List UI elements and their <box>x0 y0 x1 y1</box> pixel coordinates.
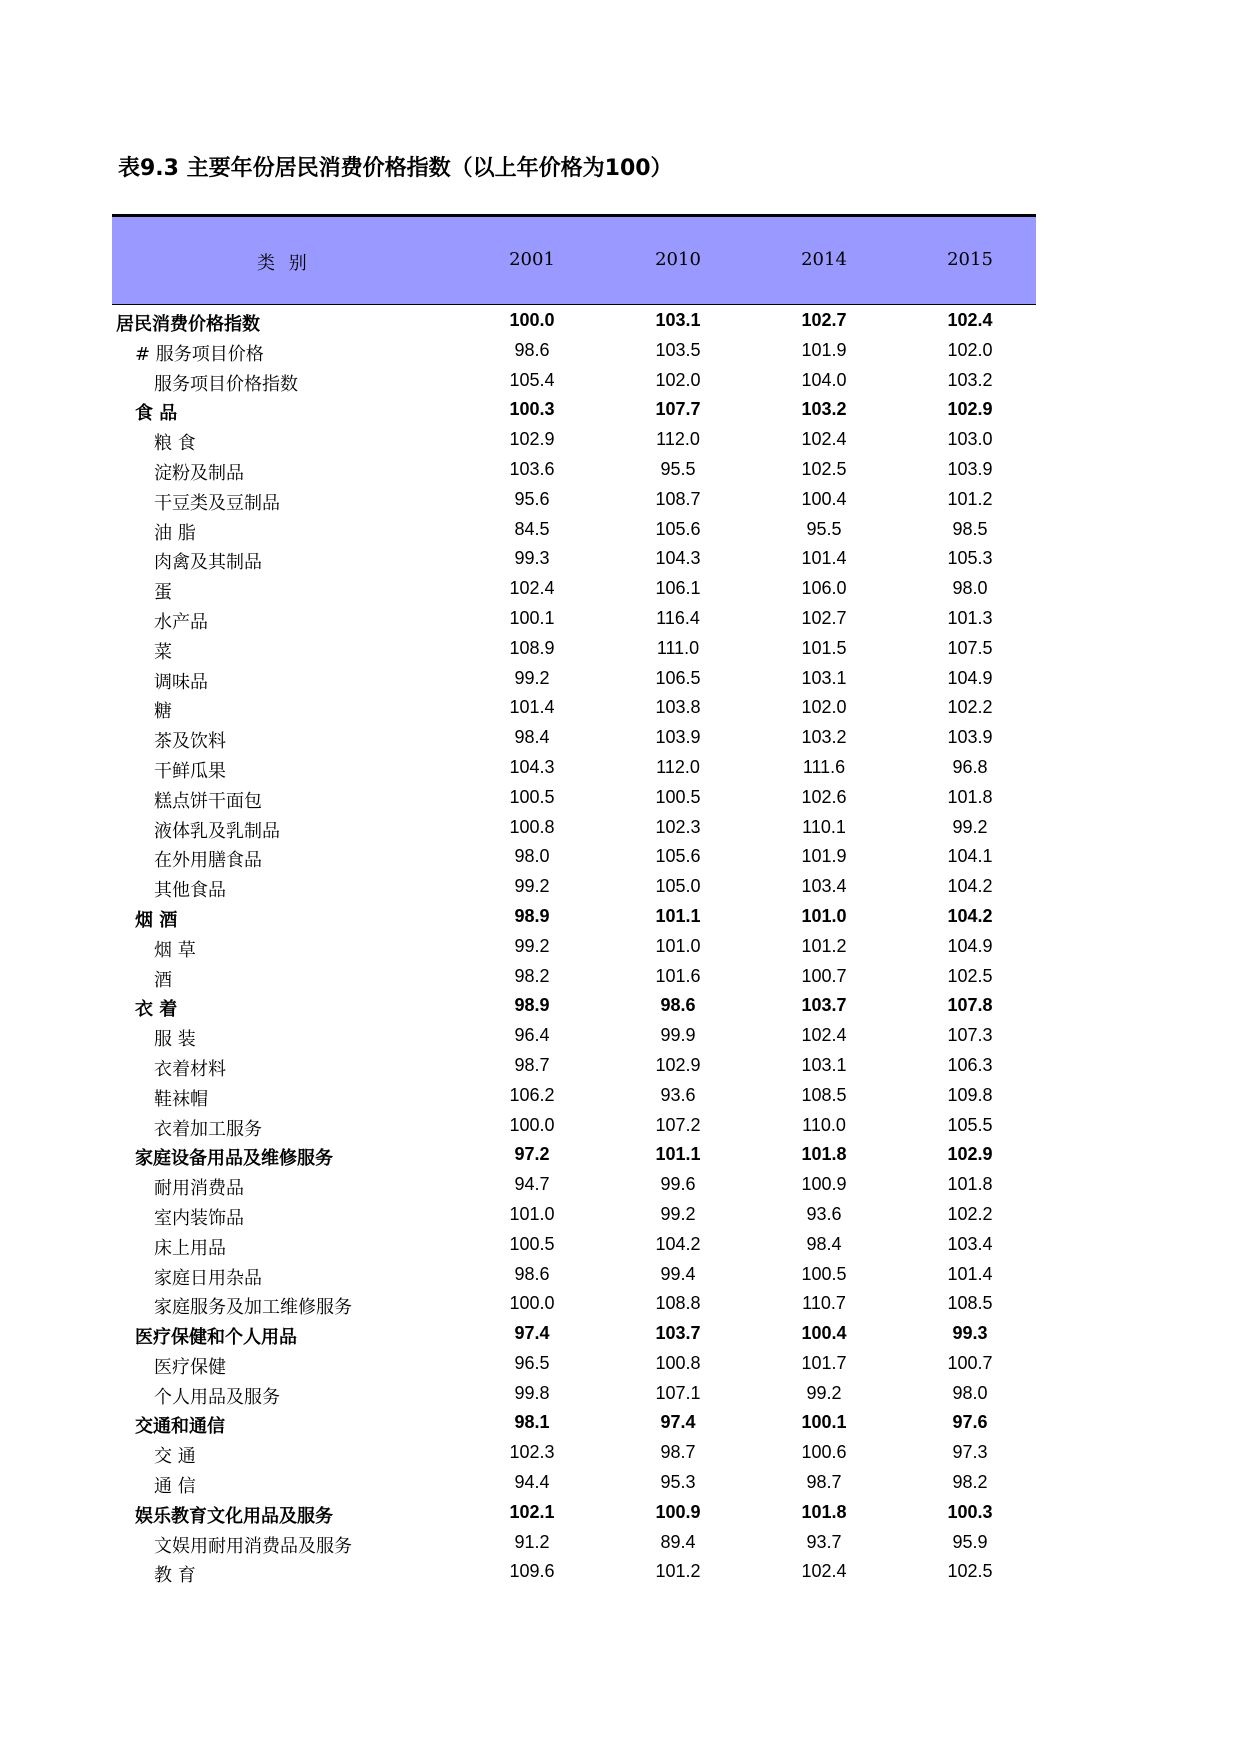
row-label: 淀粉及制品 <box>154 462 244 484</box>
cell-2010: 103.5 <box>655 339 701 360</box>
table-row <box>112 633 1036 663</box>
cell-2010: 107.2 <box>655 1114 701 1135</box>
row-label: 茶及饮料 <box>154 731 226 753</box>
cell-2010: 104.3 <box>655 548 701 569</box>
table-row <box>112 1050 1036 1080</box>
table-row <box>112 961 1036 991</box>
cell-2014: 102.5 <box>801 458 847 479</box>
row-label: 烟 酒 <box>135 909 178 931</box>
cell-2010: 99.9 <box>660 1025 696 1046</box>
row-label: 衣着加工服务 <box>154 1118 262 1140</box>
cell-2001: 98.6 <box>514 339 550 360</box>
cell-2001: 96.4 <box>514 1025 550 1046</box>
table-row <box>112 1407 1036 1437</box>
cell-2001: 102.9 <box>509 429 555 450</box>
cell-2015: 104.1 <box>947 846 993 867</box>
row-label: # 服务项目价格 <box>135 343 264 365</box>
cell-2014: 101.7 <box>801 1352 847 1373</box>
cell-2015: 102.9 <box>947 399 993 420</box>
row-label: 居民消费价格指数 <box>116 314 260 335</box>
cell-2001: 100.8 <box>509 816 555 837</box>
cell-2010: 93.6 <box>660 1084 696 1105</box>
table-row <box>112 782 1036 812</box>
cell-2001: 84.5 <box>514 518 550 539</box>
cell-2015: 104.9 <box>947 667 993 688</box>
cell-2015: 107.3 <box>947 1025 993 1046</box>
cell-2014: 110.0 <box>802 1114 846 1135</box>
table-row <box>112 1169 1036 1199</box>
cell-2010: 103.9 <box>655 727 701 748</box>
row-label: 油 脂 <box>154 522 196 544</box>
cell-2015: 100.3 <box>947 1501 993 1522</box>
table-row <box>112 1556 1036 1586</box>
cell-2014: 102.4 <box>801 429 847 450</box>
cell-2001: 94.7 <box>514 1174 550 1195</box>
cell-2010: 112.0 <box>656 429 700 450</box>
cell-2010: 89.4 <box>660 1531 696 1552</box>
row-label: 衣着材料 <box>154 1058 226 1080</box>
cell-2014: 101.8 <box>801 1501 847 1522</box>
cell-2014: 102.6 <box>801 786 847 807</box>
table-row <box>112 484 1036 514</box>
table-row <box>112 1437 1036 1467</box>
row-label: 医疗保健和个人用品 <box>135 1327 297 1349</box>
row-label: 糕点饼干面包 <box>154 790 262 812</box>
cell-2015: 95.9 <box>952 1531 988 1552</box>
table-row <box>112 663 1036 693</box>
cell-2001: 100.3 <box>509 399 555 420</box>
cell-2015: 102.9 <box>947 1144 993 1165</box>
cell-2014: 102.7 <box>801 607 847 628</box>
header-year-2014: 2014 <box>801 249 847 270</box>
row-label: 服务项目价格指数 <box>154 373 298 395</box>
cell-2001: 98.7 <box>514 1054 550 1075</box>
cell-2014: 93.7 <box>806 1531 842 1552</box>
cell-2015: 102.4 <box>947 310 993 330</box>
row-label: 食 品 <box>135 403 178 425</box>
cell-2010: 103.8 <box>655 697 701 718</box>
row-label: 家庭设备用品及维修服务 <box>135 1148 333 1170</box>
cell-2001: 98.2 <box>514 965 550 986</box>
table-row <box>112 454 1036 484</box>
cell-2014: 103.2 <box>801 727 847 748</box>
cell-2015: 101.4 <box>947 1263 993 1284</box>
row-label: 菜 <box>154 641 172 663</box>
table-row <box>112 394 1036 424</box>
cell-2014: 104.0 <box>801 369 847 390</box>
header-year-2010: 2010 <box>655 249 701 270</box>
cell-2014: 100.4 <box>801 488 847 509</box>
cell-2010: 101.0 <box>655 935 701 956</box>
cell-2015: 100.7 <box>947 1352 993 1373</box>
cell-2001: 100.0 <box>509 310 555 330</box>
cell-2001: 99.2 <box>514 876 550 897</box>
cell-2014: 108.5 <box>801 1084 847 1105</box>
header-year-2015: 2015 <box>947 249 993 270</box>
cell-2014: 101.9 <box>801 846 847 867</box>
row-label: 调味品 <box>154 671 208 693</box>
row-label: 娱乐教育文化用品及服务 <box>135 1505 333 1527</box>
cell-2014: 101.4 <box>801 548 847 569</box>
cell-2001: 96.5 <box>514 1352 550 1373</box>
cell-2014: 102.4 <box>801 1025 847 1046</box>
cell-2015: 98.5 <box>952 518 988 539</box>
cell-2014: 100.4 <box>801 1323 847 1344</box>
cell-2014: 100.1 <box>801 1412 847 1433</box>
cell-2001: 102.1 <box>509 1501 555 1522</box>
table-row <box>112 1288 1036 1318</box>
table-row <box>112 1527 1036 1557</box>
cell-2001: 103.6 <box>509 458 555 479</box>
row-label: 水产品 <box>154 611 208 633</box>
table-row <box>112 1467 1036 1497</box>
cell-2001: 102.4 <box>509 578 555 599</box>
cell-2014: 101.0 <box>801 905 847 926</box>
table-row <box>112 1229 1036 1259</box>
cell-2015: 101.8 <box>947 1174 993 1195</box>
cell-2010: 99.6 <box>660 1174 696 1195</box>
cell-2010: 95.3 <box>660 1472 696 1493</box>
cell-2015: 96.8 <box>952 756 988 777</box>
cell-2001: 104.3 <box>509 756 555 777</box>
table-row <box>112 335 1036 365</box>
cell-2015: 105.3 <box>947 548 993 569</box>
table-row <box>112 1378 1036 1408</box>
cell-2010: 98.6 <box>660 995 696 1016</box>
table-row <box>112 543 1036 573</box>
row-label: 医疗保健 <box>154 1356 226 1378</box>
cell-2001: 98.6 <box>514 1263 550 1284</box>
cell-2001: 98.9 <box>514 995 550 1016</box>
header-category: 类 别 <box>257 253 311 274</box>
cell-2014: 103.7 <box>801 995 847 1016</box>
table-header <box>112 217 1036 305</box>
cell-2014: 103.1 <box>801 1054 847 1075</box>
row-label: 衣 着 <box>135 999 178 1021</box>
row-label: 其他食品 <box>154 880 226 902</box>
cell-2015: 103.2 <box>947 369 993 390</box>
table-row <box>112 1318 1036 1348</box>
cell-2015: 105.5 <box>947 1114 993 1135</box>
row-label: 家庭日用杂品 <box>154 1267 262 1289</box>
cell-2010: 95.5 <box>660 458 696 479</box>
cell-2010: 107.1 <box>655 1382 701 1403</box>
cell-2015: 109.8 <box>947 1084 993 1105</box>
cell-2001: 97.4 <box>514 1323 550 1344</box>
row-label: 室内装饰品 <box>154 1207 244 1229</box>
cell-2010: 103.7 <box>655 1323 701 1344</box>
cell-2015: 101.8 <box>947 786 993 807</box>
table-row <box>112 305 1036 335</box>
cell-2015: 98.0 <box>952 1382 988 1403</box>
cell-2001: 105.4 <box>509 369 555 390</box>
row-label: 鞋袜帽 <box>154 1088 208 1110</box>
cell-2015: 104.2 <box>947 905 993 926</box>
cell-2015: 108.5 <box>947 1293 993 1314</box>
cell-2010: 112.0 <box>656 756 700 777</box>
table-body <box>112 305 1036 1586</box>
table-row <box>112 1110 1036 1140</box>
cell-2001: 106.2 <box>509 1084 555 1105</box>
cell-2014: 101.5 <box>801 637 847 658</box>
cell-2015: 103.4 <box>947 1233 993 1254</box>
row-label: 服 装 <box>154 1029 196 1051</box>
cell-2001: 99.3 <box>514 548 550 569</box>
table-row <box>112 1497 1036 1527</box>
table-row <box>112 424 1036 454</box>
cell-2014: 102.7 <box>801 310 847 330</box>
cell-2001: 94.4 <box>514 1472 550 1493</box>
cell-2001: 100.0 <box>509 1114 555 1135</box>
cell-2015: 101.2 <box>947 488 993 509</box>
table-row <box>112 1080 1036 1110</box>
cell-2010: 104.2 <box>655 1233 701 1254</box>
cell-2001: 97.2 <box>514 1144 550 1165</box>
table-row <box>112 931 1036 961</box>
cell-2014: 100.5 <box>801 1263 847 1284</box>
cell-2010: 105.6 <box>655 518 701 539</box>
cell-2014: 102.0 <box>801 697 847 718</box>
cell-2015: 106.3 <box>947 1054 993 1075</box>
cell-2015: 97.6 <box>952 1412 988 1433</box>
table-row <box>112 1199 1036 1229</box>
cell-2010: 100.9 <box>655 1501 701 1522</box>
cell-2014: 100.6 <box>801 1442 847 1463</box>
cell-2010: 100.5 <box>655 786 701 807</box>
table-row <box>112 1259 1036 1289</box>
row-label: 干鲜瓜果 <box>154 760 226 782</box>
cell-2015: 103.9 <box>947 458 993 479</box>
cell-2015: 103.9 <box>947 727 993 748</box>
table-row <box>112 692 1036 722</box>
row-label: 家庭服务及加工维修服务 <box>154 1297 352 1319</box>
row-label: 糖 <box>154 701 172 723</box>
cell-2014: 100.9 <box>801 1174 847 1195</box>
table-row <box>112 871 1036 901</box>
row-label: 交 通 <box>154 1446 196 1468</box>
row-label: 教 育 <box>154 1565 196 1587</box>
cell-2001: 95.6 <box>514 488 550 509</box>
cell-2010: 100.8 <box>655 1352 701 1373</box>
cell-2001: 101.0 <box>509 1203 555 1224</box>
cell-2015: 103.0 <box>947 429 993 450</box>
cell-2001: 109.6 <box>509 1561 555 1582</box>
cell-2001: 99.2 <box>514 667 550 688</box>
cell-2001: 100.5 <box>509 1233 555 1254</box>
cell-2010: 105.0 <box>655 876 701 897</box>
cell-2014: 100.7 <box>801 965 847 986</box>
row-label: 耐用消费品 <box>154 1178 244 1200</box>
row-label: 交通和通信 <box>135 1416 225 1438</box>
cell-2015: 104.9 <box>947 935 993 956</box>
row-label: 通 信 <box>154 1476 196 1498</box>
table-row <box>112 901 1036 931</box>
cell-2001: 98.1 <box>514 1412 550 1433</box>
table-row <box>112 1139 1036 1169</box>
cell-2001: 99.8 <box>514 1382 550 1403</box>
cell-2001: 99.2 <box>514 935 550 956</box>
cell-2010: 102.9 <box>655 1054 701 1075</box>
cell-2014: 111.6 <box>802 756 846 777</box>
row-label: 肉禽及其制品 <box>154 552 262 574</box>
cell-2015: 102.5 <box>947 965 993 986</box>
row-label: 在外用膳食品 <box>154 850 262 872</box>
cell-2014: 106.0 <box>801 578 847 599</box>
cell-2014: 101.9 <box>801 339 847 360</box>
cell-2014: 103.4 <box>801 876 847 897</box>
cell-2001: 98.4 <box>514 727 550 748</box>
cell-2010: 99.4 <box>660 1263 696 1284</box>
cell-2015: 107.5 <box>947 637 993 658</box>
cell-2014: 110.1 <box>802 816 846 837</box>
row-label: 烟 草 <box>154 939 196 961</box>
row-label: 液体乳及乳制品 <box>154 820 280 842</box>
table-row <box>112 603 1036 633</box>
table-row <box>112 1348 1036 1378</box>
cell-2015: 102.2 <box>947 1203 993 1224</box>
cell-2010: 105.6 <box>655 846 701 867</box>
cell-2010: 102.0 <box>655 369 701 390</box>
cell-2010: 116.4 <box>656 607 700 628</box>
table-row <box>112 1020 1036 1050</box>
row-label: 个人用品及服务 <box>154 1386 280 1408</box>
cell-2010: 111.0 <box>656 637 700 658</box>
cell-2014: 98.7 <box>806 1472 842 1493</box>
cell-2001: 101.4 <box>509 697 555 718</box>
table-title: 表9.3 主要年份居民消费价格指数（以上年价格为100） <box>118 156 673 181</box>
cell-2010: 106.1 <box>655 578 701 599</box>
cell-2014: 110.7 <box>802 1293 846 1314</box>
cell-2010: 108.8 <box>655 1293 701 1314</box>
cell-2014: 95.5 <box>806 518 842 539</box>
cell-2014: 98.4 <box>806 1233 842 1254</box>
table-row <box>112 812 1036 842</box>
cell-2015: 104.2 <box>947 876 993 897</box>
cell-2001: 100.0 <box>509 1293 555 1314</box>
cell-2015: 98.0 <box>952 578 988 599</box>
cell-2001: 100.5 <box>509 786 555 807</box>
cell-2010: 101.1 <box>655 905 701 926</box>
cell-2001: 102.3 <box>509 1442 555 1463</box>
cell-2010: 101.6 <box>655 965 701 986</box>
row-label: 粮 食 <box>154 433 196 455</box>
cell-2014: 102.4 <box>801 1561 847 1582</box>
row-label: 文娱用耐用消费品及服务 <box>154 1535 352 1557</box>
cell-2010: 108.7 <box>655 488 701 509</box>
cell-2010: 106.5 <box>655 667 701 688</box>
cell-2015: 102.0 <box>947 339 993 360</box>
header-year-2001: 2001 <box>509 249 555 270</box>
cell-2010: 98.7 <box>660 1442 696 1463</box>
table-row <box>112 722 1036 752</box>
cell-2015: 107.8 <box>947 995 993 1016</box>
cell-2010: 103.1 <box>655 310 701 330</box>
cell-2015: 102.5 <box>947 1561 993 1582</box>
cell-2001: 108.9 <box>509 637 555 658</box>
row-label: 干豆类及豆制品 <box>154 492 280 514</box>
cell-2015: 97.3 <box>952 1442 988 1463</box>
cell-2015: 102.2 <box>947 697 993 718</box>
cell-2001: 100.1 <box>509 607 555 628</box>
cell-2010: 97.4 <box>660 1412 696 1433</box>
cell-2010: 101.1 <box>655 1144 701 1165</box>
cell-2001: 98.9 <box>514 905 550 926</box>
table-row <box>112 752 1036 782</box>
cell-2014: 103.1 <box>801 667 847 688</box>
cell-2010: 107.7 <box>655 399 701 420</box>
cell-2001: 98.0 <box>514 846 550 867</box>
cell-2015: 99.2 <box>952 816 988 837</box>
row-label: 酒 <box>154 969 172 991</box>
cell-2014: 93.6 <box>806 1203 842 1224</box>
cell-2014: 103.2 <box>801 399 847 420</box>
row-label: 蛋 <box>154 582 172 604</box>
table-row <box>112 514 1036 544</box>
cell-2010: 101.2 <box>655 1561 701 1582</box>
table-row <box>112 841 1036 871</box>
cell-2014: 101.8 <box>801 1144 847 1165</box>
cell-2010: 102.3 <box>655 816 701 837</box>
cell-2015: 99.3 <box>952 1323 988 1344</box>
cell-2015: 98.2 <box>952 1472 988 1493</box>
cell-2010: 99.2 <box>660 1203 696 1224</box>
cell-2014: 101.2 <box>801 935 847 956</box>
cell-2001: 91.2 <box>514 1531 550 1552</box>
row-label: 床上用品 <box>154 1237 226 1259</box>
cell-2014: 99.2 <box>806 1382 842 1403</box>
table-row <box>112 573 1036 603</box>
table-row <box>112 990 1036 1020</box>
table-row <box>112 365 1036 395</box>
cell-2015: 101.3 <box>947 607 993 628</box>
